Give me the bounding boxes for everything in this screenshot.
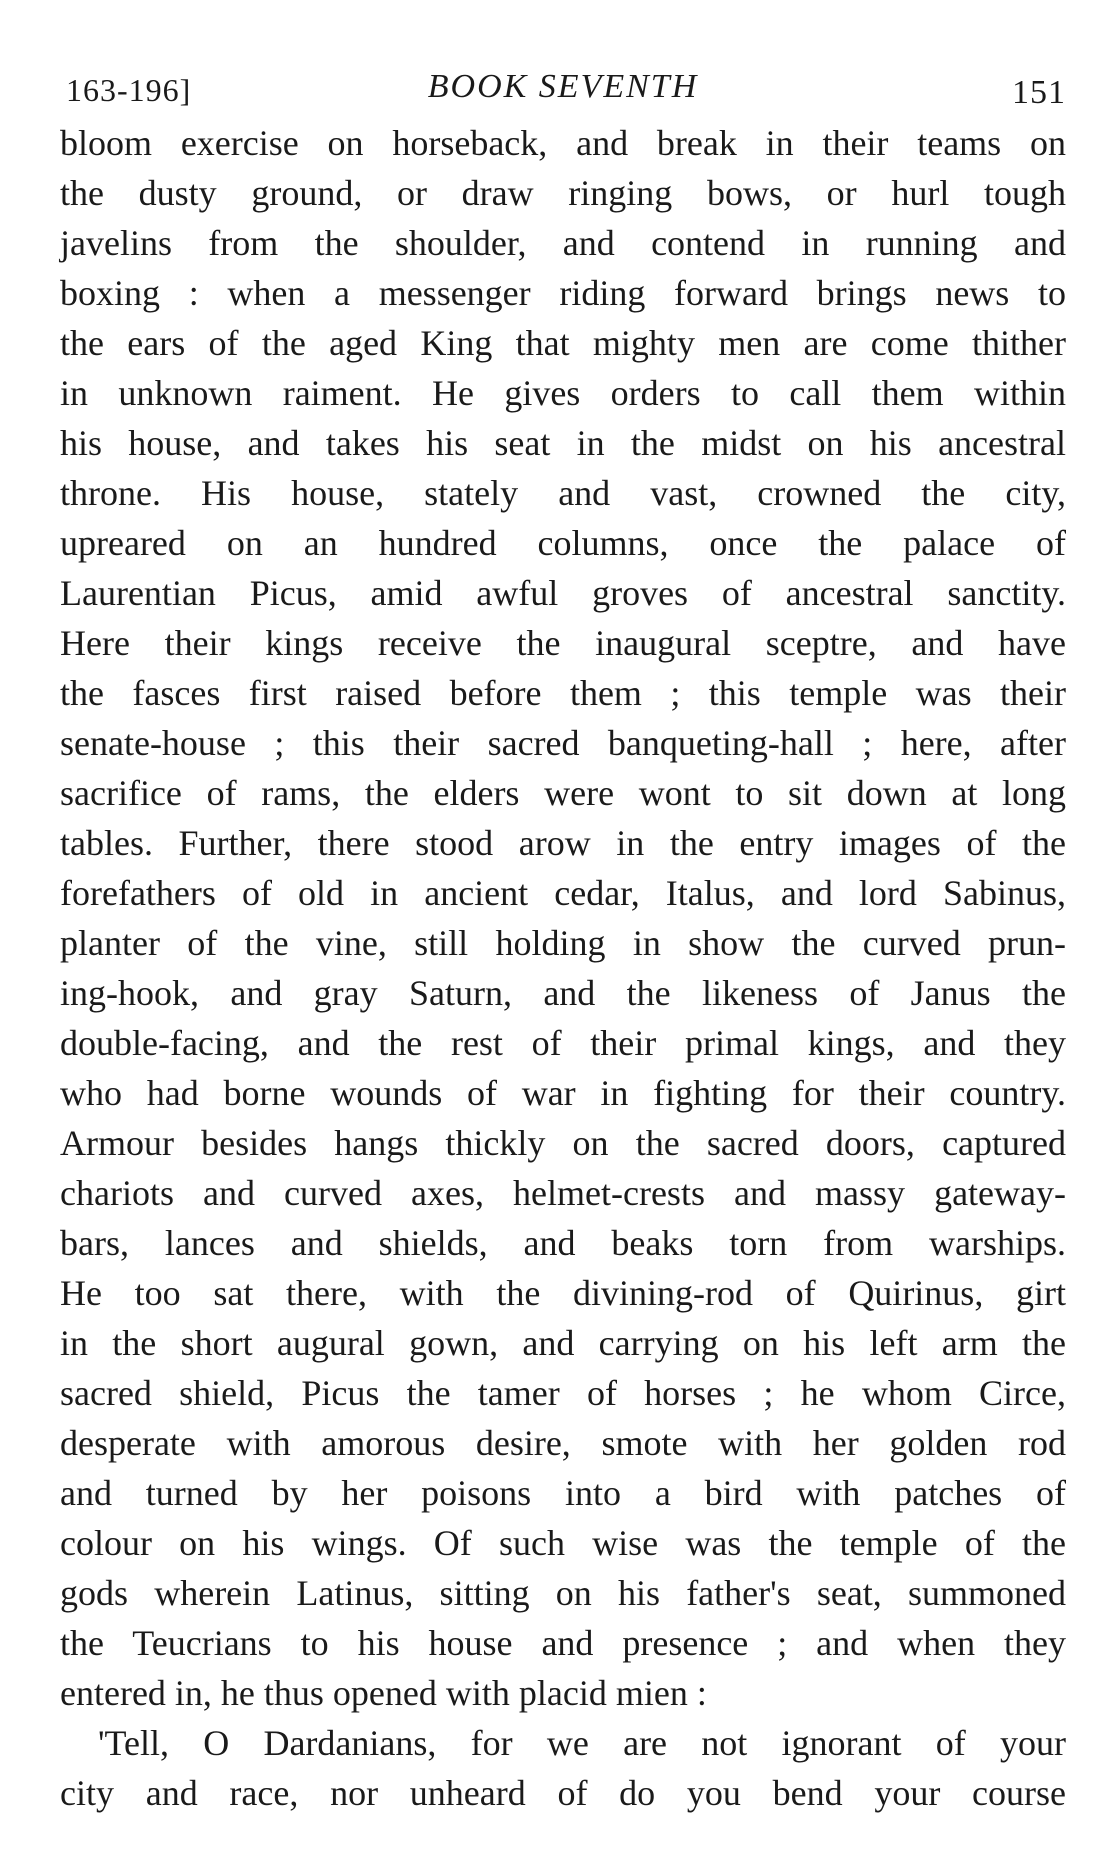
- body-text: [60, 118, 1066, 1818]
- text-line: throne. His house, stately and vast, crowned the city,: [60, 473, 1066, 513]
- text-line: ing-hook, and gray Saturn, and the likeness of Janus the: [60, 973, 1066, 1013]
- running-head: [60, 60, 1066, 116]
- text-line: Armour besides hangs thickly on the sacred doors, captured: [60, 1123, 1066, 1163]
- text-line: sacrifice of rams, the elders were wont to sit down at long: [60, 773, 1066, 813]
- text-line: boxing : when a messenger riding forward brings news to: [60, 273, 1066, 313]
- text-line: and turned by her poisons into a bird with patches of: [60, 1473, 1066, 1513]
- text-line: in the short augural gown, and carrying on his left arm the: [60, 1323, 1066, 1363]
- text-line: the Teucrians to his house and presence ; and when they: [60, 1623, 1066, 1663]
- text-line: planter of the vine, still holding in show the curved prun-: [60, 923, 1066, 963]
- text-line: chariots and curved axes, helmet-crests and massy gateway-: [60, 1173, 1066, 1213]
- text-line: the dusty ground, or draw ringing bows, or hurl tough: [60, 173, 1066, 213]
- text-line: city and race, nor unheard of do you bend your course: [60, 1773, 1066, 1813]
- text-line: senate-house ; this their sacred banqueting-hall ; here, after: [60, 723, 1066, 763]
- text-line: He too sat there, with the divining-rod of Quirinus, girt: [60, 1273, 1066, 1313]
- text-line: bars, lances and shields, and beaks torn from warships.: [60, 1223, 1066, 1263]
- text-line: Here their kings receive the inaugural sceptre, and have: [60, 623, 1066, 663]
- text-line: upreared on an hundred columns, once the palace of: [60, 523, 1066, 563]
- text-line: sacred shield, Picus the tamer of horses ; he whom Circe,: [60, 1373, 1066, 1413]
- text-line: forefathers of old in ancient cedar, Italus, and lord Sabinus,: [60, 873, 1066, 913]
- text-line: colour on his wings. Of such wise was the temple of the: [60, 1523, 1066, 1563]
- text-line: Laurentian Picus, amid awful groves of ancestral sanctity.: [60, 573, 1066, 613]
- text-line: entered in, he thus opened with placid mien :: [60, 1673, 707, 1713]
- text-line: the fasces first raised before them ; this temple was their: [60, 673, 1066, 713]
- text-line: double-facing, and the rest of their primal kings, and they: [60, 1023, 1066, 1063]
- text-line: bloom exercise on horseback, and break in their teams on: [60, 123, 1066, 163]
- text-line: gods wherein Latinus, sitting on his father's seat, summoned: [60, 1573, 1066, 1613]
- text-line: 'Tell, O Dardanians, for we are not ignorant of your: [98, 1723, 1066, 1763]
- text-line: desperate with amorous desire, smote with her golden rod: [60, 1423, 1066, 1463]
- text-line: javelins from the shoulder, and contend in running and: [60, 223, 1066, 263]
- text-line: in unknown raiment. He gives orders to call them within: [60, 373, 1066, 413]
- book-page: [60, 60, 1066, 1818]
- text-line: the ears of the aged King that mighty men are come thither: [60, 323, 1066, 363]
- text-line: who had borne wounds of war in fighting for their country.: [60, 1073, 1066, 1113]
- line-range-marker: 163-196]: [66, 72, 192, 108]
- text-line: tables. Further, there stood arow in the entry images of the: [60, 823, 1066, 863]
- text-line: his house, and takes his seat in the midst on his ancestral: [60, 423, 1066, 463]
- page-number: 151: [1012, 74, 1066, 111]
- running-title: BOOK SEVENTH: [427, 68, 699, 105]
